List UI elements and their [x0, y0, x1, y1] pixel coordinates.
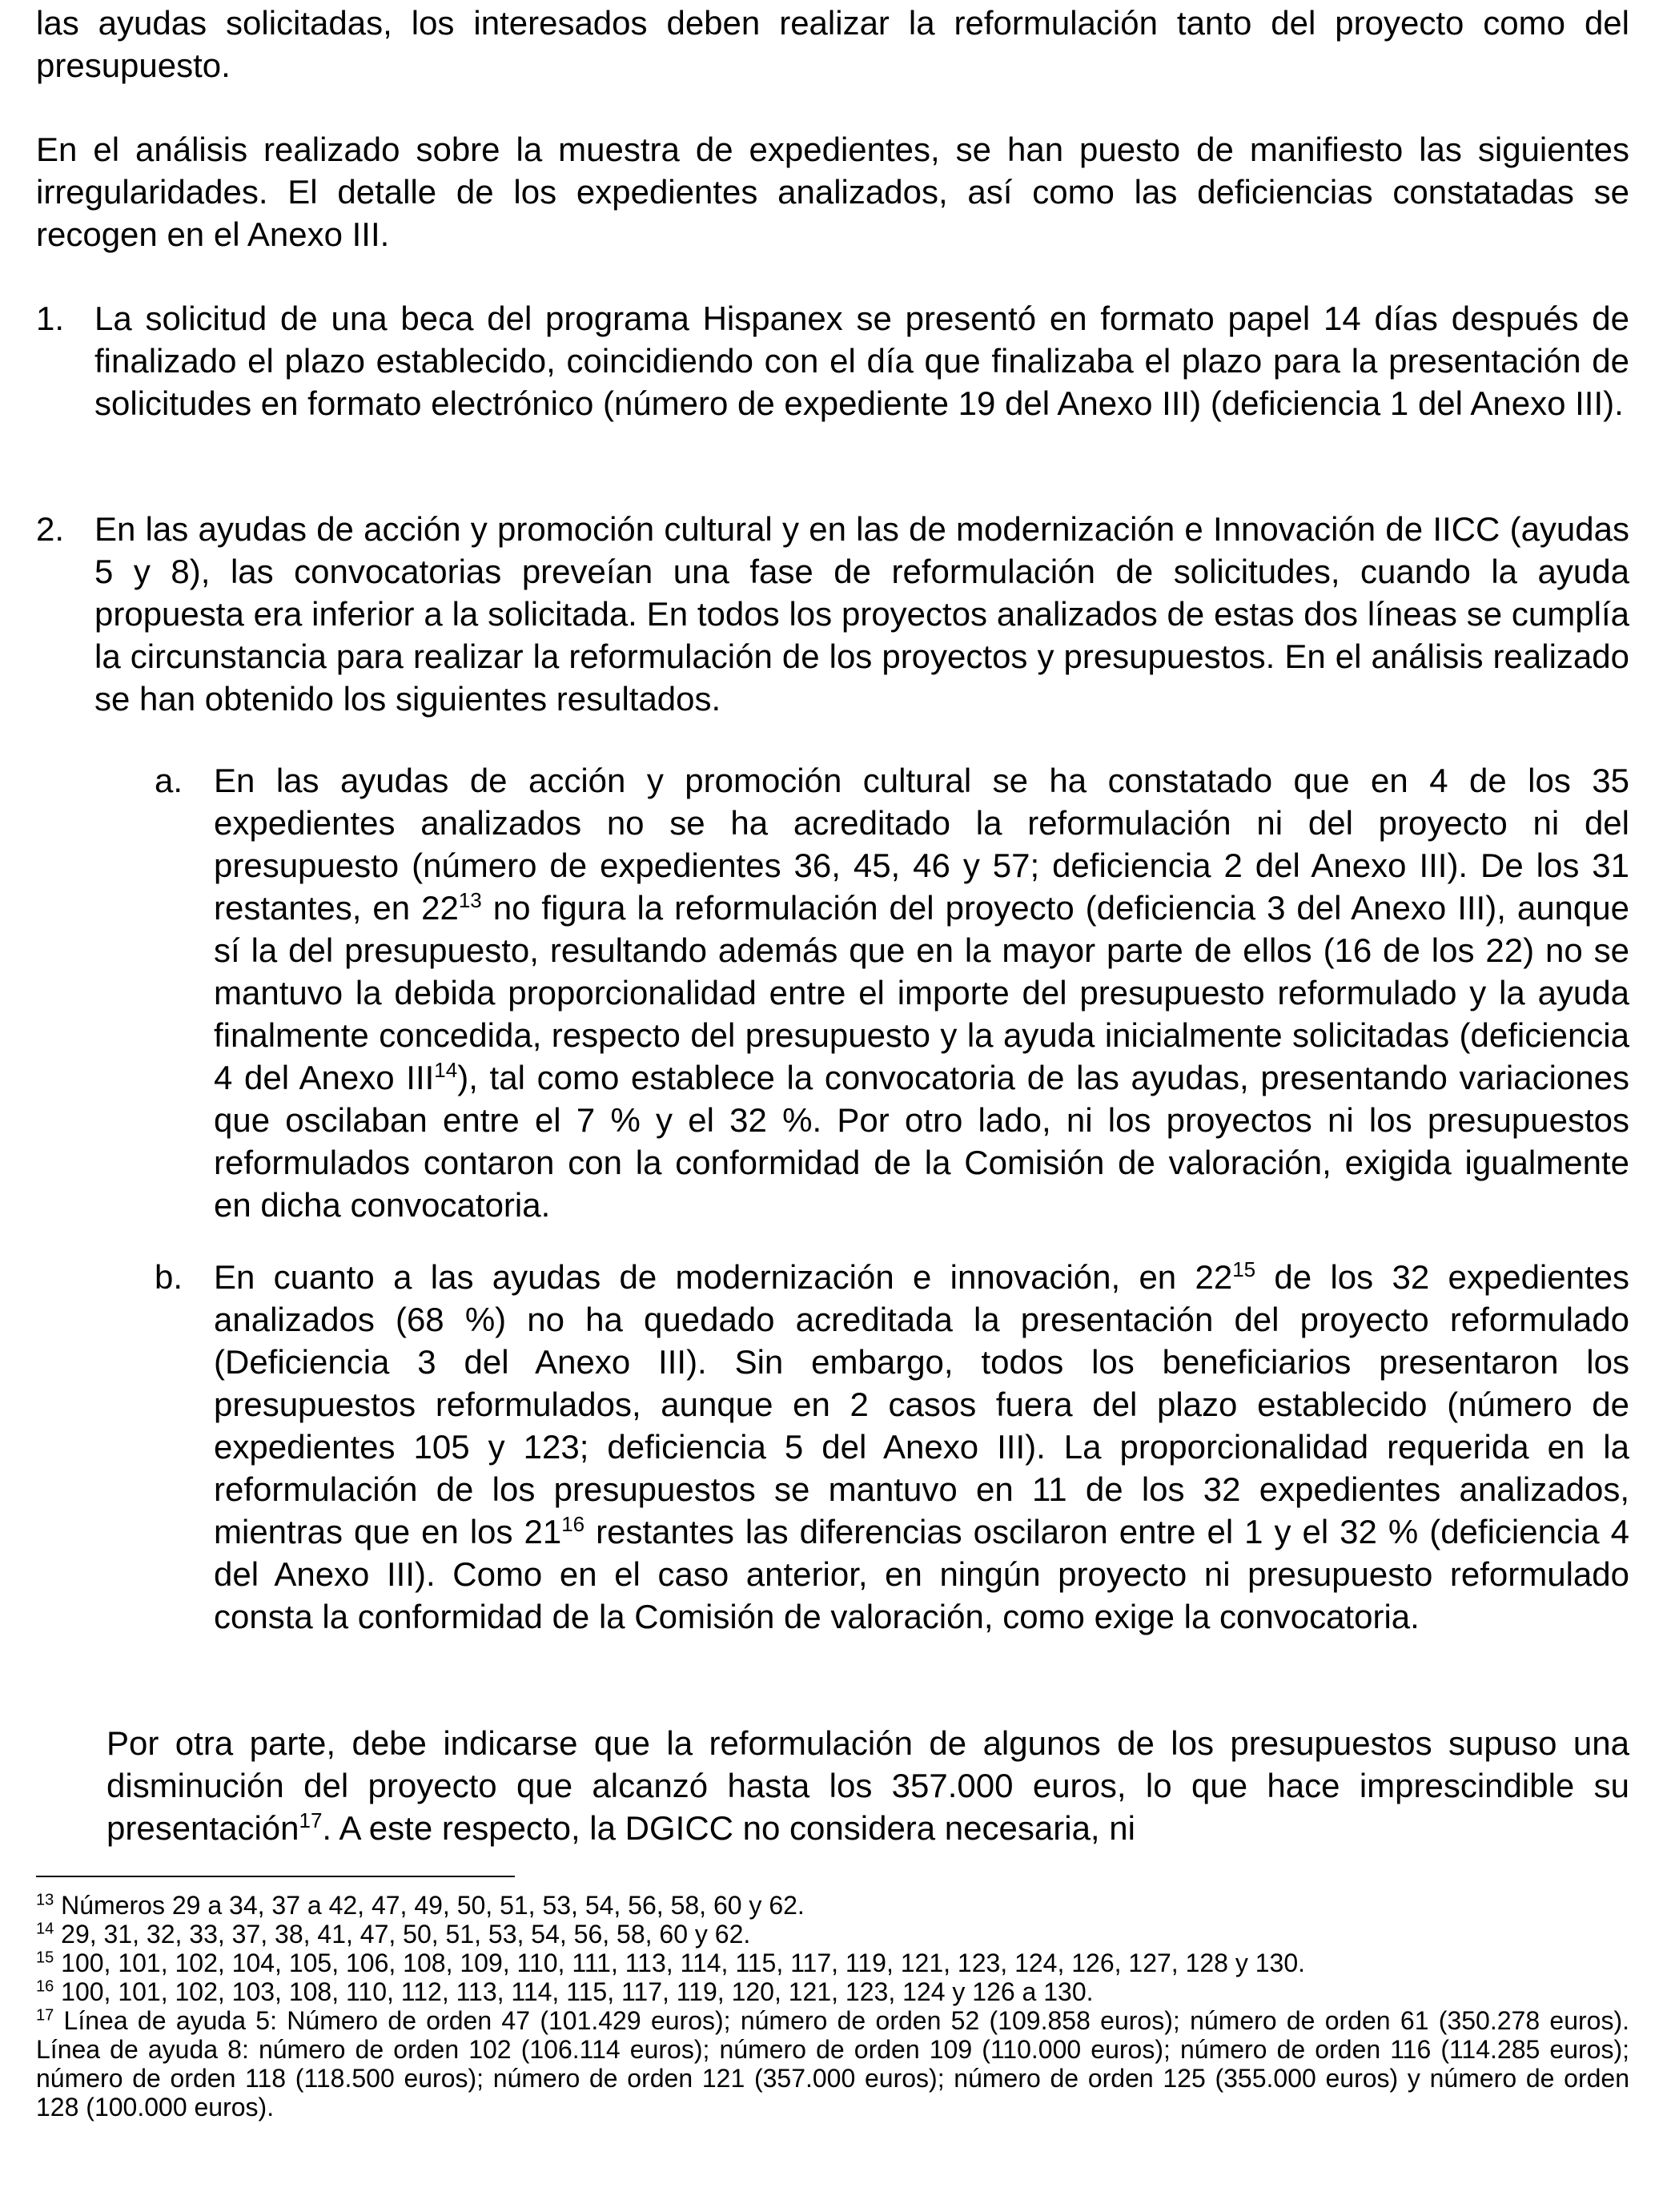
footnote-ref-14: 14: [434, 1058, 458, 1082]
footnote-ref-16: 16: [561, 1512, 585, 1536]
footnote-17: $^{17}$ Línea de ayuda 5: Número de orden 47 (101.429 euros); número de orden 52 (109.858 euros); número de orden 61 (350.278 euros). Línea de ayuda 8: número de orden 102 (106.114 euros); número de orden 109 (110.000 euros); número de orden 116 (114.285 euros); número de orden 118 (118.500 euros); número de orden 121 (357.000 euros); número de orden 125 (355.000 euros) y número de orden 128 (100.000 euros).: [36, 2006, 1629, 2122]
list-item-1: La solicitud de una beca del programa Hispanex se presentó en formato papel 14 días después de finalizado el plazo establecido, coincidiendo con el día que finalizaba el plazo para la presentación de solicitudes en formato electrónico (número de expediente 19 del Anexo III) (deficiencia 1 del Anexo III).: [94, 300, 1629, 422]
footnote-ref-17: 17: [299, 1808, 323, 1832]
list-item-marker-2: 2.: [36, 510, 65, 548]
footnote-ref-13: 13: [458, 888, 482, 912]
paragraph-continuation: las ayudas solicitadas, los interesados deben realizar la reformulación tanto del proyecto como del presupuesto.: [36, 4, 1629, 84]
sub-item-a: En las ayudas de acción y promoción cultural se ha constatado que en 4 de los 35 expedientes analizados no se ha acreditado la reformulación ni del proyecto ni del presupuesto (número de expedientes 36, 45, 46 y 57; deficiencia 2 del Anexo III). De los 31 restantes, en $22^{13}$ no figura la reformulación del proyecto (deficiencia 3 del Anexo III), aunque sí la del presupuesto, resultando además que en la mayor parte de ellos (16 de los 22) no se mantuvo la debida proporcionalidad entre el importe del presupuesto reformulado y la ayuda finalmente concedida, respecto del presupuesto y la ayuda inicialmente solicitadas (deficiencia 4 del Anexo III$^{14}$), tal como establece la convocatoria de las ayudas, presentando variaciones que oscilaban entre el 7 % y el 32 %. Por otro lado, ni los proyectos ni los presupuestos reformulados contaron con la conformidad de la Comisión de valoración, exigida igualmente en dicha convocatoria.: [214, 762, 1629, 1224]
paragraph-closing: Por otra parte, debe indicarse que la reformulación de algunos de los presupuestos supuso una disminución del proyecto que alcanzó hasta los 357.000 euros, lo que hace imprescindible su presentación$^{17}$. A este respecto, la DGICC no considera necesaria, ni: [106, 1724, 1629, 1847]
footnote-separator: [36, 1876, 515, 1877]
footnote-15: $^{15}$ 100, 101, 102, 104, 105, 106, 108, 109, 110, 111, 113, 114, 115, 117, 119, 121, 123, 124, 126, 127, 128 y 130.: [36, 1949, 1306, 1977]
footnote-14: $^{14}$ 29, 31, 32, 33, 37, 38, 41, 47, 50, 51, 53, 54, 56, 58, 60 y 62.: [36, 1920, 751, 1949]
footnote-16: $^{16}$ 100, 101, 102, 103, 108, 110, 112, 113, 114, 115, 117, 119, 120, 121, 123, 124 y 126 a 130.: [36, 1977, 1094, 2006]
sub-item-marker-b: b.: [155, 1258, 183, 1296]
sub-item-marker-a: a.: [155, 762, 183, 799]
list-item-2: En las ayudas de acción y promoción cultural y en las de modernización e Innovación de IICC (ayudas 5 y 8), las convocatorias preveían una fase de reformulación de solicitudes, cuando la ayuda propuesta era inferior a la solicitada. En todos los proyectos analizados de estas dos líneas se cumplía la circunstancia para realizar la reformulación de los proyectos y presupuestos. En el análisis realizado se han obtenido los siguientes resultados.: [94, 510, 1629, 718]
footnote-13: $^{13}$ Números 29 a 34, 37 a 42, 47, 49, 50, 51, 53, 54, 56, 58, 60 y 62.: [36, 1891, 805, 1920]
list-item-marker-1: 1.: [36, 300, 65, 337]
sub-item-b: En cuanto a las ayudas de modernización e innovación, en $22^{15}$ de los 32 expedientes analizados (68 %) no ha quedado acreditada la presentación del proyecto reformulado (Deficiencia 3 del Anexo III). Sin embargo, todos los beneficiarios presentaron los presupuestos reformulados, aunque en 2 casos fuera del plazo establecido (número de expedientes 105 y 123; deficiencia 5 del Anexo III). La proporcionalidad requerida en la reformulación de los presupuestos se mantuvo en 11 de los 32 expedientes analizados, mientras que en los $21^{16}$ restantes las diferencias oscilaron entre el 1 y el 32 % (deficiencia 4 del Anexo III). Como en el caso anterior, en ningún proyecto ni presupuesto reformulado consta la conformidad de la Comisión de valoración, como exige la convocatoria.: [214, 1257, 1629, 1635]
footnote-ref-15: 15: [1232, 1257, 1256, 1281]
paragraph-analysis-intro: En el análisis realizado sobre la muestra de expedientes, se han puesto de manifiesto las siguientes irregularidades. El detalle de los expedientes analizados, así como las deficiencias constatadas se recogen en el Anexo III.: [36, 131, 1629, 253]
